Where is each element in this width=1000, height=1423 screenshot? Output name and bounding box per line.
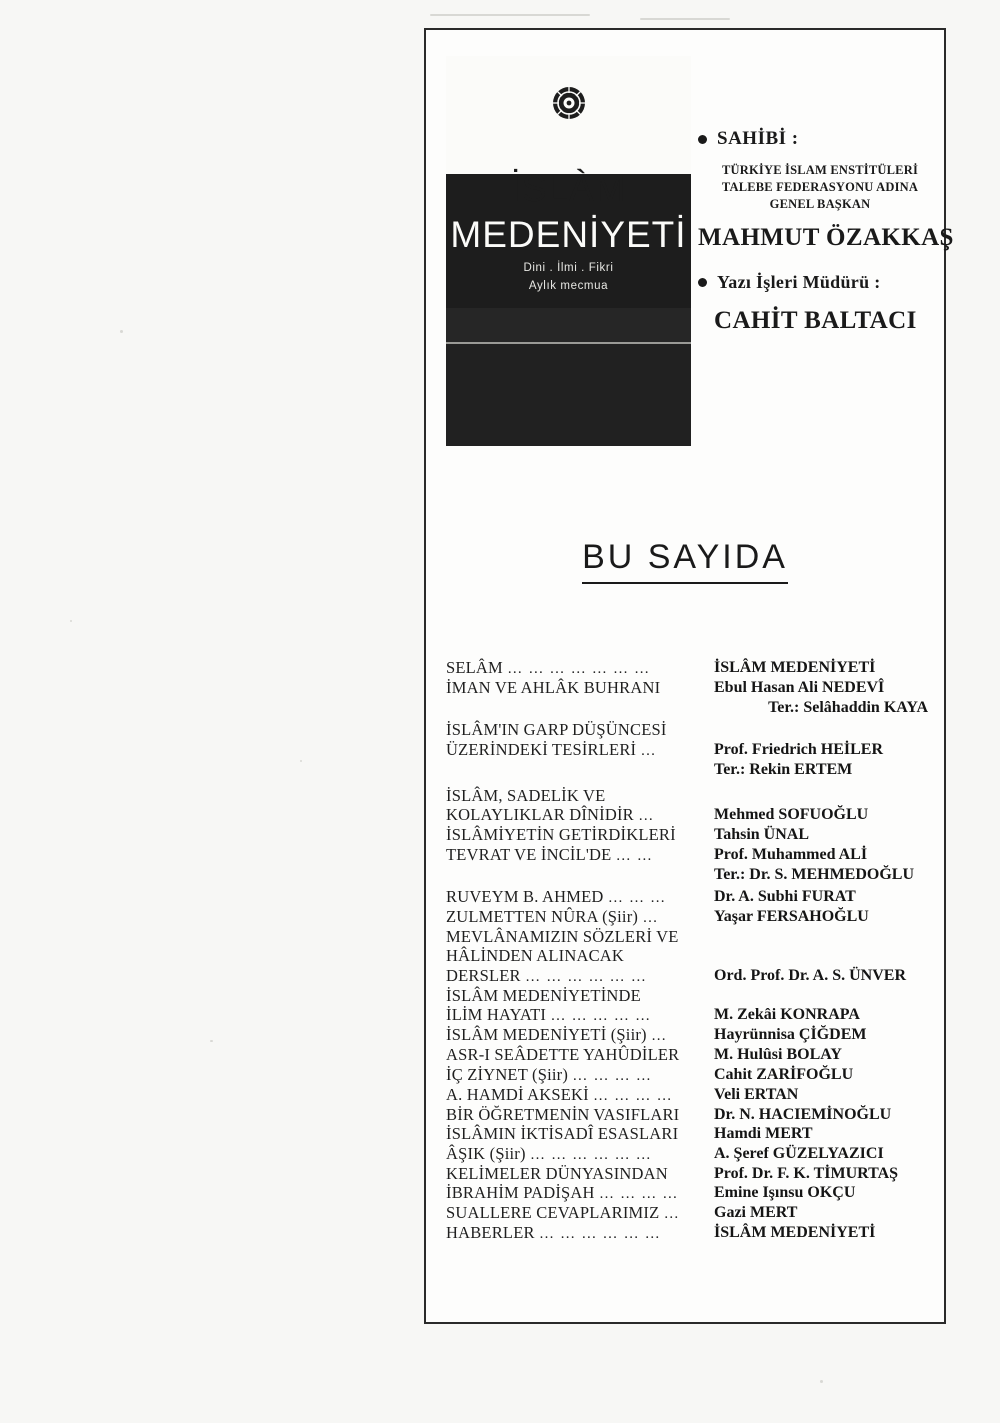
bullet-dot-icon <box>698 278 707 287</box>
table-of-contents <box>446 660 928 1245</box>
organization-block <box>696 162 944 213</box>
toc-title: İBRAHİM PADİŞAH … … … … <box>446 1183 679 1202</box>
toc-author: A. Şeref GÜZELYAZICI <box>714 1144 884 1162</box>
list-item-continuation <box>446 867 928 886</box>
toc-author: Dr. N. HACIEMİNOĞLU <box>714 1105 892 1123</box>
toc-author: Tahsin ÜNAL <box>714 826 810 843</box>
list-item <box>446 844 928 867</box>
toc-author: Emine Işınsu OKÇU <box>714 1184 856 1201</box>
leader-dots: … … <box>615 847 654 864</box>
cover-subtitle-line2: Aylık mecmua <box>528 280 609 292</box>
toc-author: Cahit ZARİFOĞLU <box>714 1065 854 1083</box>
organization-line1: TÜRKİYE İSLAM ENSTİTÜLERİ <box>721 163 919 177</box>
leader-dots: … <box>663 1206 680 1222</box>
toc-title: ASR-I SEÂDETTE YAHÛDİLER <box>446 1045 680 1064</box>
toc-title: SUALLERE CEVAPLARIMIZ … <box>446 1203 680 1222</box>
cover-band-upper <box>446 308 691 342</box>
list-item <box>446 1205 928 1225</box>
toc-title: HÂLİNDEN ALINACAK <box>446 946 625 965</box>
toc-title: A. HAMDİ AKSEKİ … … … … <box>446 1084 673 1104</box>
list-item <box>446 1007 928 1027</box>
leader-dots: … … … … … … <box>530 1146 652 1163</box>
toc-author: Veli ERTAN <box>714 1085 799 1103</box>
toc-title: İLİM HAYATI … … … … … <box>446 1005 652 1024</box>
leader-dots: … <box>651 1028 668 1044</box>
list-item <box>446 739 928 762</box>
contents-heading <box>426 538 944 584</box>
toc-title: RUVEYM B. AHMED … … … <box>446 886 667 906</box>
editor-label: Yazı İşleri Müdürü : <box>717 271 881 292</box>
list-item <box>446 1185 928 1205</box>
toc-title: İSLÂMIN İKTİSADÎ ESASLARI <box>446 1124 679 1143</box>
toc-author: İSLÂM MEDENİYETİ <box>714 1224 876 1241</box>
organization-line2: TALEBE FEDERASYONU ADINA <box>721 179 919 194</box>
toc-title: İSLÂM, SADELİK VE <box>446 785 606 805</box>
leader-dots: … … … … <box>598 1186 679 1202</box>
toc-title: İSLÂMİYETİN GETİRDİKLERİ <box>446 825 676 844</box>
owner-label: SAHİBİ : <box>717 128 799 149</box>
owner-name: MAHMUT ÖZAKKAŞ <box>698 223 954 251</box>
toc-author: Mehmed SOFUOĞLU <box>714 806 869 823</box>
toc-title: İSLÂM MEDENİYETİNDE <box>446 985 641 1005</box>
editor-label-row <box>698 272 930 293</box>
toc-title: SELÂM … … … … … … … <box>446 658 651 677</box>
editor-name: CAHİT BALTACI <box>714 306 917 334</box>
toc-translator: Ter.: Dr. S. MEHMEDOĞLU <box>714 865 915 883</box>
leader-dots: … … … … … … <box>539 1226 661 1242</box>
toc-title: BİR ÖĞRETMENİN VASIFLARI <box>446 1104 680 1124</box>
toc-title: KOLAYLIKLAR DÎNİDİR … <box>446 805 655 824</box>
toc-author: Dr. A. Subhi FURAT <box>714 887 856 905</box>
leader-dots: … … … … … … … <box>507 661 651 677</box>
list-item-continuation <box>446 700 928 719</box>
toc-translator: Ter.: Rekin ERTEM <box>714 760 853 778</box>
toc-title: DERSLER … … … … … … <box>446 965 648 985</box>
toc-author: Hamdi MERT <box>714 1125 813 1142</box>
cover-subtitle-line1: Dini . İlmi . Fikri <box>523 262 614 274</box>
rosette-ornament-icon <box>548 82 590 124</box>
toc-author: M. Zekâi KONRAPA <box>714 1006 860 1023</box>
list-item-continuation <box>446 762 928 781</box>
toc-title: ZULMETTEN NÛRA (Şiir) … <box>446 906 659 926</box>
leader-dots: … <box>640 742 657 759</box>
toc-author: Prof. Muhammed ALİ <box>714 845 868 863</box>
toc-title: İSLÂM'IN GARP DÜŞÜNCESİ <box>446 720 667 739</box>
contents-heading-text: BU SAYIDA <box>582 538 788 584</box>
toc-author: Prof. Dr. F. K. TİMURTAŞ <box>714 1164 899 1182</box>
article-frame <box>424 28 954 1324</box>
toc-translator: Ter.: Selâhaddin KAYA <box>768 699 928 716</box>
leader-dots: … … … … <box>572 1067 653 1084</box>
leader-dots: … <box>642 909 659 926</box>
cover-title-line2: MEDENİYETİ <box>450 214 687 255</box>
leader-dots: … <box>638 808 655 824</box>
masthead-credits <box>698 128 954 335</box>
toc-author: Ebul Hasan Ali NEDEVÎ <box>714 679 885 696</box>
toc-title: TEVRAT VE İNCİL'DE … … <box>446 844 654 864</box>
toc-title: İMAN VE AHLÂK BUHRANI <box>446 678 661 697</box>
list-item <box>446 807 928 827</box>
list-item <box>446 680 928 700</box>
toc-author: Hayrünnisa ÇİĞDEM <box>714 1026 867 1043</box>
toc-author: M. Hulûsi BOLAY <box>714 1046 842 1063</box>
leader-dots: … … … … … … <box>525 968 648 985</box>
list-item <box>446 886 928 909</box>
cover-band-lower <box>446 344 691 446</box>
list-item <box>446 965 928 988</box>
toc-title: ÂŞIK (Şiir) … … … … … … <box>446 1143 652 1163</box>
organization-line3: GENEL BAŞKAN <box>769 196 871 211</box>
toc-author: Yaşar FERSAHOĞLU <box>714 907 869 925</box>
bullet-dot-icon <box>698 135 707 144</box>
toc-author: Prof. Friedrich HEİLER <box>714 740 884 758</box>
toc-title: MEVLÂNAMIZIN SÖZLERİ VE <box>446 926 679 946</box>
list-item <box>446 1027 928 1047</box>
toc-author: Ord. Prof. Dr. A. S. ÜNVER <box>714 966 907 984</box>
toc-title: HABERLER … … … … … … <box>446 1223 661 1242</box>
owner-label-row <box>698 128 930 150</box>
toc-title: ÜZERİNDEKİ TESİRLERİ … <box>446 739 657 759</box>
list-item <box>446 1064 928 1087</box>
list-item <box>446 660 928 680</box>
toc-title: İSLÂM MEDENİYETİ (Şiir) … <box>446 1025 668 1044</box>
list-item <box>446 1225 928 1245</box>
list-item <box>446 906 928 929</box>
cover-title-line1: İSLÀM <box>510 168 627 209</box>
list-item <box>446 1084 928 1107</box>
toc-author: İSLÂM MEDENİYETİ <box>714 659 876 676</box>
leader-dots: … … … <box>607 889 667 906</box>
magazine-cover-image <box>446 56 691 446</box>
toc-title: KELİMELER DÜNYASINDAN <box>446 1163 668 1183</box>
toc-author: Gazi MERT <box>714 1204 798 1221</box>
leader-dots: … … … … <box>593 1087 673 1104</box>
leader-dots: … … … … … <box>550 1008 652 1024</box>
list-item <box>446 1143 928 1166</box>
toc-title: İÇ ZİYNET (Şiir) … … … … <box>446 1064 653 1084</box>
